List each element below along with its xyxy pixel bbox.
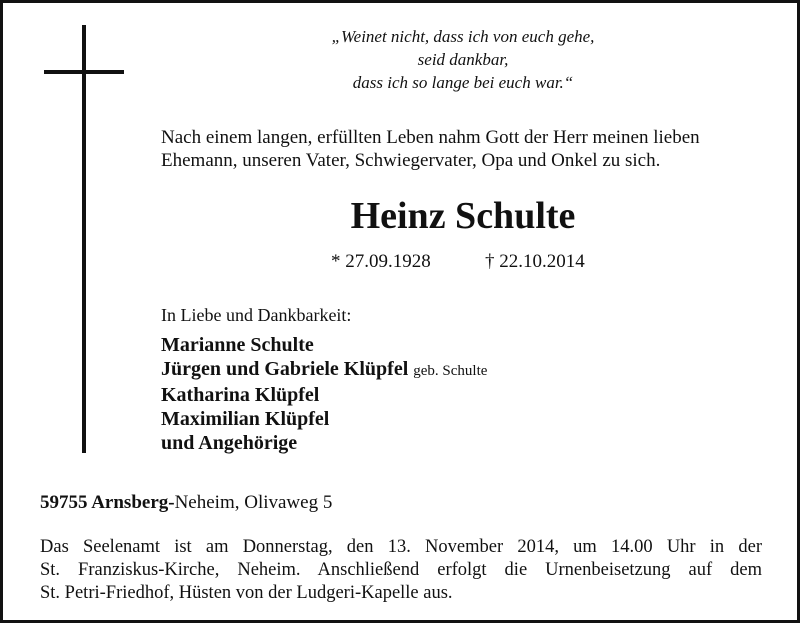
mourner bbox=[161, 357, 487, 383]
mourner bbox=[161, 333, 487, 357]
service-line: St. Petri-Friedhof, Hüsten von der Ludgeri-Kapelle aus. bbox=[40, 583, 453, 603]
intro-text bbox=[161, 126, 700, 172]
service-info bbox=[40, 536, 762, 605]
deceased-name: Heinz Schulte bbox=[350, 195, 576, 237]
address-street: Neheim, Olivaweg 5 bbox=[174, 492, 333, 513]
quote-line: „Weinet nicht, dass ich von euch gehe, bbox=[331, 27, 595, 46]
quote-line: dass ich so lange bei euch war.“ bbox=[352, 73, 574, 92]
address bbox=[40, 491, 332, 515]
mourner-name: Jürgen und Gabriele Klüpfel bbox=[161, 358, 409, 380]
mourner-name: Katharina Klüpfel bbox=[161, 384, 320, 406]
service-line: Das Seelenamt ist am Donnerstag, den 13. November 2014, um 14.00 Uhr in der bbox=[40, 537, 762, 557]
intro-line: Ehemann, unseren Vater, Schwiegervater, Opa und Onkel zu sich. bbox=[161, 150, 661, 171]
maiden-name: geb. Schulte bbox=[413, 363, 488, 379]
quote-line: seid dankbar, bbox=[417, 50, 509, 69]
quote bbox=[293, 25, 633, 94]
address-city: 59755 Arnsberg- bbox=[40, 492, 175, 513]
mourner-name: Maximilian Klüpfel bbox=[161, 408, 330, 430]
mourner-name: und Angehörige bbox=[161, 432, 298, 454]
mourner bbox=[161, 383, 487, 407]
death-date: † 22.10.2014 bbox=[485, 251, 585, 272]
intro-line: Nach einem langen, erfüllten Leben nahm Gott der Herr meinen lieben bbox=[161, 127, 700, 148]
birth-date: * 27.09.1928 bbox=[331, 251, 431, 272]
dedication: In Liebe und Dankbarkeit: bbox=[161, 305, 352, 325]
mourner-name: Marianne Schulte bbox=[161, 334, 314, 356]
cross-icon bbox=[82, 25, 86, 453]
mourner bbox=[161, 431, 487, 455]
mourner bbox=[161, 407, 487, 431]
service-line: St. Franziskus-Kirche, Neheim. Anschließend erfolgt die Urnenbeisetzung auf dem bbox=[40, 560, 762, 580]
cross-icon-bar bbox=[44, 70, 124, 74]
mourners-list bbox=[161, 333, 487, 455]
